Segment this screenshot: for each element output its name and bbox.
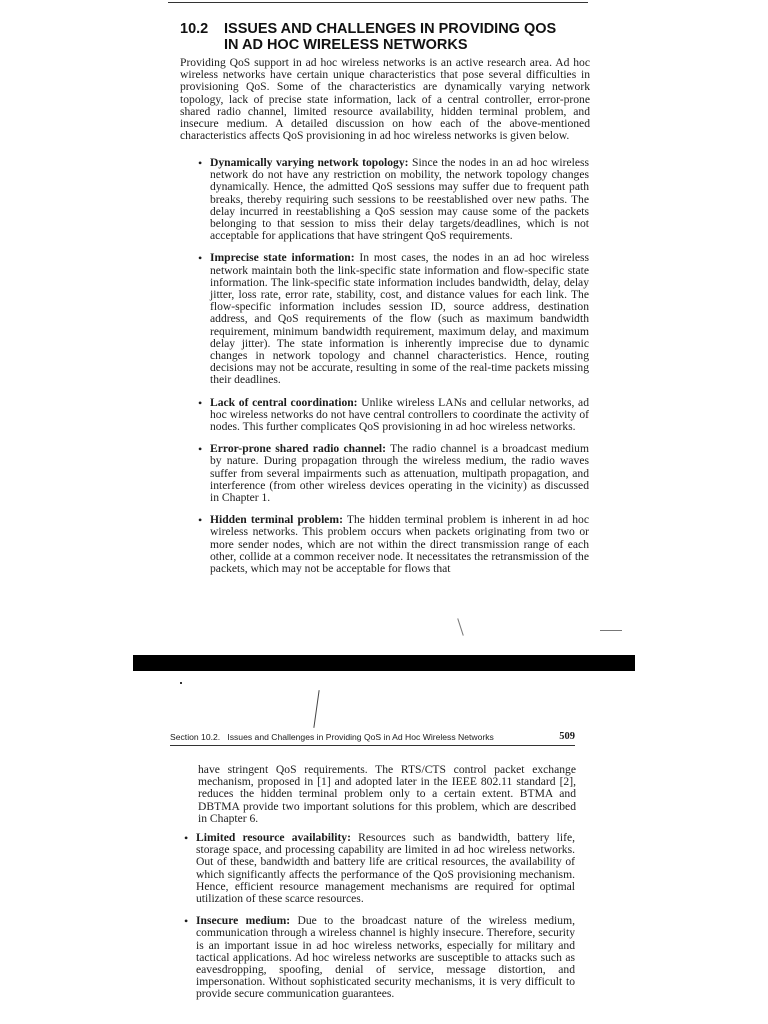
bullet-term: Imprecise state information: — [210, 251, 355, 265]
bullet-item-limited-resources — [185, 832, 575, 905]
bottom-page — [0, 672, 768, 1024]
section-number: 10.2 — [180, 21, 209, 37]
running-head-title: Section 10.2. Issues and Challenges in Providing QoS in Ad Hoc Wireless Networks — [170, 732, 494, 742]
section-heading — [180, 21, 600, 53]
bullet-text: Since the nodes in an ad hoc wireless network do not have any restriction on mobility, the network topology changes dynamically. Hence, the admitted QoS sessions may suffer due to frequent path breaks, thereby requiring such sessions to be reestablished over new paths. The delay incurred in reestablishing a QoS session may cause some of the packets belonging to that session to miss their delay targets/deadlines, which is not acceptable for applications that have stringent QoS requirements. — [210, 156, 589, 243]
intro-paragraph: Providing QoS support in ad hoc wireless networks is an active research area. Ad hoc wireless networks have certain unique characteristics that pose several difficulties in provisioning QoS. Some of the characteristics are dynamically varying network topology, lack of precise state information, lack of a central controller, error-prone shared radio channel, limited resource availability, hidden terminal problem, and insecure medium. A detailed discussion on how each of the above-mentioned characteristics affects QoS provisioning in ad hoc wireless networks is given below. — [180, 56, 590, 143]
bullet-item-hidden-terminal — [199, 514, 589, 575]
bullet-term: Lack of central coordination: — [210, 395, 358, 409]
scan-dash — [600, 630, 622, 631]
bullet-term: Insecure medium: — [196, 914, 291, 928]
bullet-item-insecure-medium — [185, 915, 575, 1000]
bullet-item-topology — [199, 157, 589, 242]
challenge-list-continued — [185, 832, 575, 1011]
page-number: 509 — [559, 731, 575, 742]
section-title-line1: ISSUES AND CHALLENGES IN PROVIDING QOS — [224, 21, 557, 37]
page-separator-band — [133, 655, 635, 671]
bullet-text: Due to the broadcast nature of the wireless medium, communication through a wireless channel is highly insecure. Therefore, security is an important issue in ad hoc wireless networks, especially for military and tactical applications. Ad hoc wireless networks are susceptible to attacks such as eavesdropping, spoofing, denial of service, message distortion, and impersonation. Without sophisticated security mechanisms, it is very difficult to provide secure communication guarantees. — [196, 914, 575, 1001]
bullet-term: Error-prone shared radio channel: — [210, 442, 387, 456]
bullet-term: Dynamically varying network topology: — [210, 156, 409, 169]
bullet-term: Hidden terminal problem: — [210, 513, 343, 527]
bullet-item-radio-channel — [199, 443, 589, 504]
bullet-term: Limited resource availability: — [196, 831, 351, 844]
bullet-text: The hidden terminal problem is inherent in ad hoc wireless networks. This problem occurs when packets originating from two or more sender nodes, which are not within the direct transmission range of each other, collide at a common receiver node. It necessitates the retransmission of the packets, which may not be acceptable for flows that — [210, 513, 589, 576]
scan-stroke — [313, 690, 319, 728]
bullet-text: Unlike wireless LANs and cellular networks, ad hoc wireless networks do not have central controllers to coordinate the activity of nodes. This further complicates QoS provisioning in ad hoc wireless networks. — [210, 395, 589, 434]
bullet-text: In most cases, the nodes in an ad hoc wireless network maintain both the link-specific state information and flow-specific state information. The link-specific state information includes bandwidth, delay, delay jitter, loss rate, error rate, stability, cost, and distance values for each link. The flow-specific information includes session ID, source address, destination address, and QoS requirements of the flow (such as maximum bandwidth requirement, minimum bandwidth requirement, maximum delay, and maximum delay jitter). The state information is inherently imprecise due to dynamic changes in network topology and channel characteristics. Hence, routing decisions may not be accurate, resulting in some of the real-time packets missing their deadlines. — [210, 251, 589, 387]
top-rule — [168, 2, 588, 3]
continuation-paragraph: have stringent QoS requirements. The RTS/CTS control packet exchange mechanism, proposed in [1] and adopted later in the IEEE 802.11 standard [2], reduces the hidden terminal problem only to a certain extent. BTMA and DBTMA provide two important solutions for this problem, which are described in Chapter 6. — [198, 763, 576, 825]
running-head — [170, 731, 575, 746]
scan-dot — [180, 682, 182, 684]
bullet-item-state-info — [199, 252, 589, 386]
bullet-item-central-coordination — [199, 397, 589, 434]
challenge-list — [199, 157, 589, 585]
bullet-text: Resources such as bandwidth, battery life, storage space, and processing capability are limited in ad hoc wireless networks. Out of these, bandwidth and battery life are critical resources, the availability of which significantly affects the performance of the QoS provisioning mechanism. Hence, efficient resource management mechanisms are required for optimal utilization of these scarce resources. — [196, 831, 575, 906]
section-title-line2: IN AD HOC WIRELESS NETWORKS — [224, 37, 468, 53]
bullet-text: The radio channel is a broadcast medium by nature. During propagation through the wireless medium, the radio waves suffer from several impairments such as attenuation, multipath propagation, and interference (from other wireless devices operating in the vicinity) as discussed in Chapter 1. — [210, 442, 589, 505]
scan-mark — [457, 618, 464, 635]
